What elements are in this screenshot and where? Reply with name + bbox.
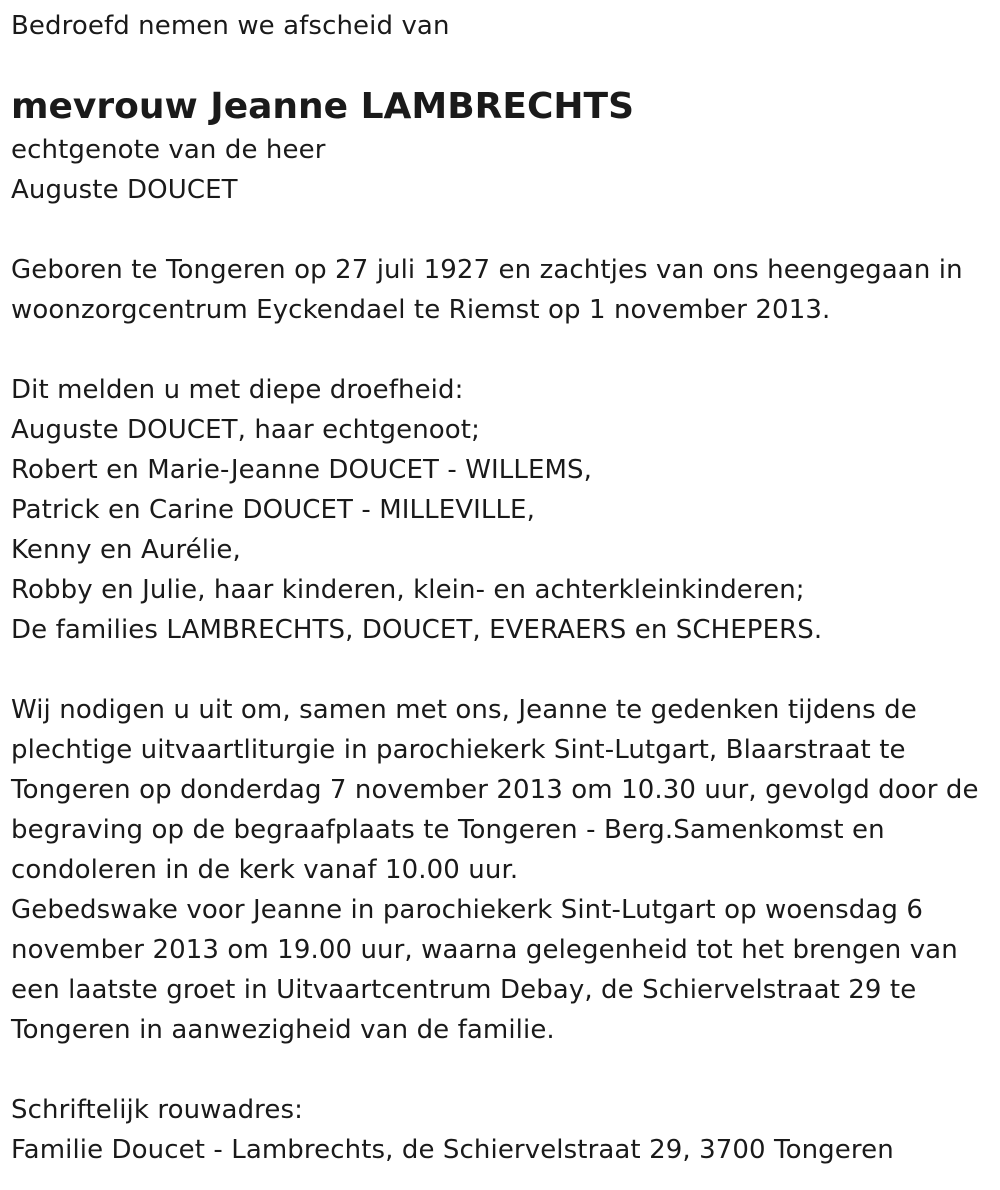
spacer [11,330,994,370]
family-line: Robert en Marie-Jeanne DOUCET - WILLEMS, [11,455,592,485]
spouse-line-2: Auguste DOUCET [11,175,238,205]
obituary-notice [11,6,994,1170]
ceremony-line: november 2013 om 19.00 uur, waarna gelegenheid tot het brengen van [11,935,958,965]
deceased-name: mevrouw Jeanne LAMBRECHTS [11,86,635,127]
birth-death-line-1: Geboren te Tongeren op 27 juli 1927 en zachtjes van ons heengegaan in [11,255,963,285]
spacer [11,650,994,690]
birth-death-line-2: woonzorgcentrum Eyckendael te Riemst op 1 november 2013. [11,295,831,325]
ceremony-line: condoleren in de kerk vanaf 10.00 uur. [11,855,519,885]
family-line: De families LAMBRECHTS, DOUCET, EVERAERS en SCHEPERS. [11,615,823,645]
family-line: Dit melden u met diepe droefheid: [11,375,464,405]
ceremony-line: Wij nodigen u uit om, samen met ons, Jeanne te gedenken tijdens de [11,695,917,725]
ceremony-line: Tongeren op donderdag 7 november 2013 om 10.30 uur, gevolgd door de [11,775,979,805]
ceremony-line: plechtige uitvaartliturgie in parochiekerk Sint-Lutgart, Blaarstraat te [11,735,906,765]
ceremony-line: begraving op de begraafplaats te Tongeren - Berg.Samenkomst en [11,815,885,845]
spacer [11,1050,994,1090]
family-line: Robby en Julie, haar kinderen, klein- en achterkleinkinderen; [11,575,805,605]
intro-text: Bedroefd nemen we afscheid van [11,11,450,41]
address-heading: Schriftelijk rouwadres: [11,1095,303,1125]
family-line: Patrick en Carine DOUCET - MILLEVILLE, [11,495,535,525]
family-line: Kenny en Aurélie, [11,535,241,565]
spouse-line-1: echtgenote van de heer [11,135,326,165]
family-line: Auguste DOUCET, haar echtgenoot; [11,415,480,445]
address-line: Familie Doucet - Lambrechts, de Schiervelstraat 29, 3700 Tongeren [11,1135,894,1165]
ceremony-line: Tongeren in aanwezigheid van de familie. [11,1015,555,1045]
ceremony-line: een laatste groet in Uitvaartcentrum Debay, de Schiervelstraat 29 te [11,975,917,1005]
spacer [11,210,994,250]
ceremony-line: Gebedswake voor Jeanne in parochiekerk Sint-Lutgart op woensdag 6 [11,895,923,925]
